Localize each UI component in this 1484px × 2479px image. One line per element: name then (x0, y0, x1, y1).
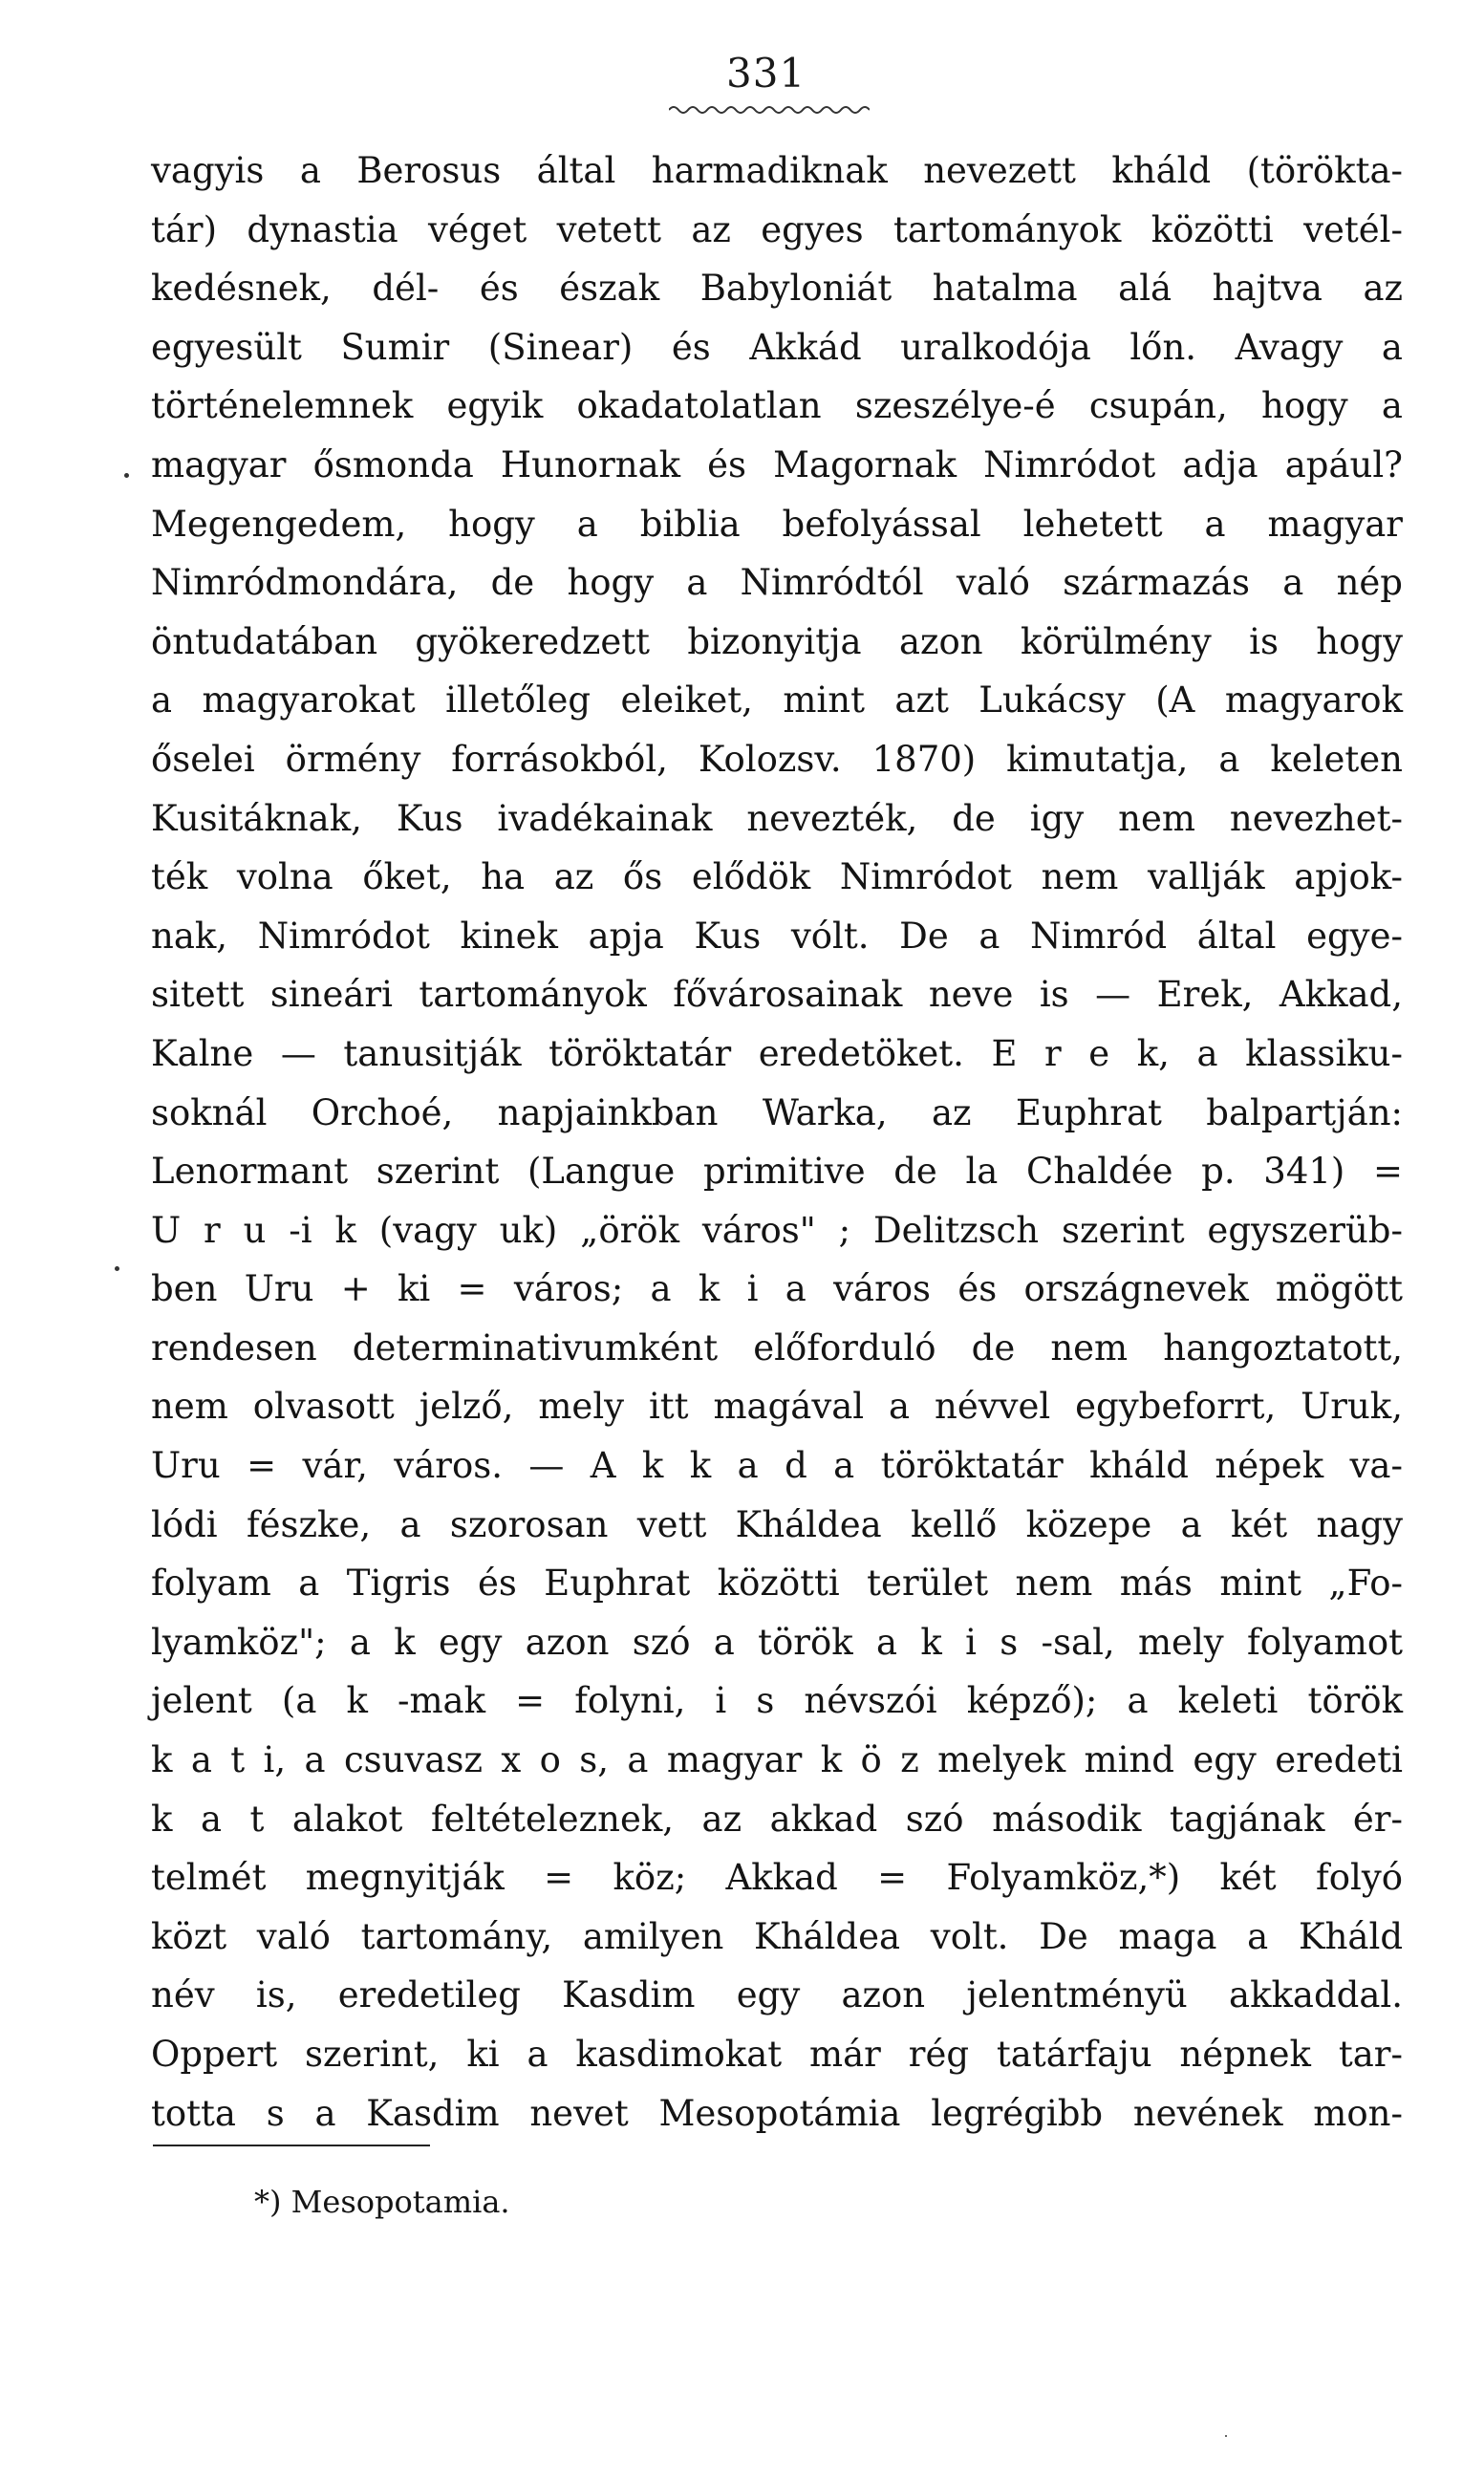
text-line: ben Uru + ki = város; a k i a város és országnevek mögött (151, 1268, 1403, 1310)
text-line: Kalne — tanusitják töröktatár eredetöket. E r e k, a klassiku- (151, 1032, 1403, 1074)
text-line: Megengedem, hogy a biblia befolyással lehetett a magyar (151, 503, 1403, 545)
wavy-ornament-icon (669, 103, 870, 117)
text-line: tár) dynastia véget vetett az egyes tartományok közötti vetél- (151, 208, 1403, 250)
text-line: magyar ősmonda Hunornak és Magornak Nimródot adja apául? (151, 443, 1403, 485)
text-line: lódi fészke, a szorosan vett Kháldea kellő közepe a két nagy (151, 1503, 1403, 1545)
text-line: Uru = vár, város. — A k k a d a töröktatár kháld népek va- (151, 1445, 1403, 1487)
text-line: Kusitáknak, Kus ivadékainak nevezték, de igy nem nevezhet- (151, 797, 1403, 839)
footnote-rule (153, 2145, 430, 2146)
text-line: soknál Orchoé, napjainkban Warka, az Euphrat balpartján: (151, 1091, 1403, 1133)
text-line: Oppert szerint, ki a kasdimokat már rég tatárfaju népnek tar- (151, 2034, 1403, 2075)
text-line: U r u -i k (vagy uk) „örök város" ; Delitzsch szerint egyszerüb- (151, 1209, 1403, 1251)
body-text (151, 141, 1403, 2143)
text-line: totta s a Kasdim nevet Mesopotámia legrégibb nevének mon- (151, 2092, 1403, 2134)
text-line: nem olvasott jelző, mely itt magával a névvel egybeforrt, Uruk, (151, 1386, 1403, 1428)
text-line: folyam a Tigris és Euphrat közötti terület nem más mint „Fo- (151, 1563, 1403, 1605)
text-line: ték volna őket, ha az ős elődök Nimródot nem vallják apjok- (151, 856, 1403, 898)
text-line: lyamköz"; a k egy azon szó a török a k i s -sal, mely folyamot (151, 1621, 1403, 1663)
ink-speck (1225, 2435, 1227, 2437)
text-line: k a t i, a csuvasz x o s, a magyar k ö z melyek mind egy eredeti (151, 1739, 1403, 1781)
ink-speck (115, 1266, 119, 1271)
text-line: nak, Nimródot kinek apja Kus vólt. De a Nimród által egye- (151, 915, 1403, 957)
text-line: történelemnek egyik okadatolatlan szeszélye-é csupán, hogy a (151, 385, 1403, 427)
page-number: 331 (726, 50, 807, 97)
text-line: egyesült Sumir (Sinear) és Akkád uralkodója lőn. Avagy a (151, 326, 1403, 368)
text-line: öntudatában gyökeredzett bizonyitja azon körülmény is hogy (151, 620, 1403, 662)
text-line: jelent (a k -mak = folyni, i s névszói képző); a keleti török (151, 1680, 1403, 1722)
footnote: *) Mesopotamia. (254, 2184, 510, 2220)
text-line: Lenormant szerint (Langue primitive de la Chaldée p. 341) = (151, 1151, 1403, 1193)
text-line: Nimródmondára, de hogy a Nimródtól való származás a nép (151, 562, 1403, 604)
ink-speck (124, 473, 129, 478)
text-line: kedésnek, dél- és észak Babyloniát hatalma alá hajtva az (151, 268, 1403, 310)
text-line: sitett sineári tartományok fővárosainak neve is — Erek, Akkad, (151, 974, 1403, 1016)
text-line: név is, eredetileg Kasdim egy azon jelentményü akkaddal. (151, 1974, 1403, 2016)
text-line: a magyarokat illetőleg eleiket, mint azt Lukácsy (A magyarok (151, 679, 1403, 722)
text-line: vagyis a Berosus által harmadiknak nevezett kháld (töröktа- (151, 150, 1403, 191)
text-line: rendesen determinativumként előforduló de nem hangoztatott, (151, 1326, 1403, 1369)
text-line: őselei örmény forrásokból, Kolozsv. 1870) kimutatja, a keleten (151, 738, 1403, 780)
text-line: telmét megnyitják = köz; Akkad = Folyamköz,*) két folyó (151, 1857, 1403, 1899)
text-line: közt való tartomány, amilyen Kháldea volt. De maga a Kháld (151, 1915, 1403, 1957)
text-line: k a t alakot feltételeznek, az akkad szó második tagjának ér- (151, 1798, 1403, 1840)
